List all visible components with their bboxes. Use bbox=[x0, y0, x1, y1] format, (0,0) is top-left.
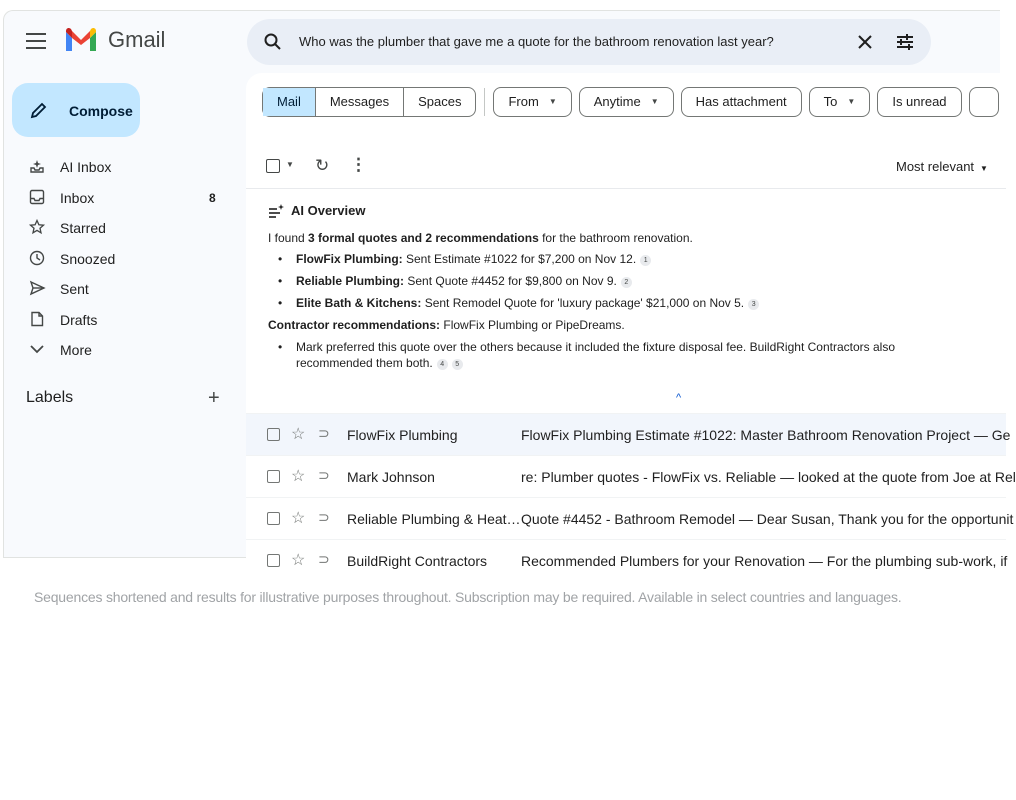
list-item bbox=[278, 339, 918, 371]
sidebar-item-label: Drafts bbox=[60, 311, 98, 328]
recommendation-details bbox=[278, 339, 998, 371]
result-type-toggle bbox=[262, 87, 476, 117]
caret-down-icon: ▼ bbox=[650, 97, 659, 106]
star-icon[interactable]: ☆ bbox=[291, 552, 306, 569]
recommendations-line bbox=[268, 317, 998, 333]
message-list bbox=[246, 413, 1016, 581]
search-icon[interactable] bbox=[263, 32, 283, 52]
sidebar-item-more[interactable] bbox=[4, 334, 229, 365]
gmail-window bbox=[3, 10, 1016, 569]
segment-messages[interactable]: Messages bbox=[316, 88, 404, 116]
ai-overview-title: AI Overview bbox=[291, 203, 366, 218]
subject-snippet: Quote #4452 - Bathroom Remodel — Dear Susan, Thank you for the opportunit bbox=[521, 511, 1014, 527]
star-icon[interactable]: ☆ bbox=[291, 468, 306, 485]
citation-badge[interactable]: 2 bbox=[621, 277, 632, 288]
sidebar-item-label: Starred bbox=[60, 220, 106, 236]
sender-name: BuildRight Contractors bbox=[347, 553, 488, 569]
quote-detail: Sent Estimate #1022 for $7,200 on Nov 12. bbox=[402, 252, 637, 266]
filter-to-chip[interactable] bbox=[809, 87, 871, 117]
send-icon bbox=[29, 280, 45, 296]
list-item bbox=[278, 273, 998, 289]
gmail-logo[interactable] bbox=[64, 27, 165, 53]
chip-label: Anytime bbox=[593, 94, 641, 109]
chip-label: Is unread bbox=[892, 94, 947, 109]
sidebar-item-label: Snoozed bbox=[60, 250, 116, 267]
recommendations-text: FlowFix Plumbing or PipeDreams. bbox=[440, 318, 625, 332]
ai-overview-intro bbox=[268, 230, 998, 246]
segment-spaces[interactable]: Spaces bbox=[418, 94, 462, 109]
search-bar[interactable] bbox=[247, 19, 931, 65]
filter-has-attachment-chip[interactable] bbox=[681, 87, 802, 117]
ai-sparkle-list-icon bbox=[268, 204, 284, 218]
list-item bbox=[278, 251, 998, 267]
quotes-list bbox=[278, 251, 998, 311]
sidebar-item-label: Sent bbox=[60, 281, 89, 297]
sender-name: Mark Johnson bbox=[347, 469, 435, 485]
select-menu-caret-icon[interactable]: ▼ bbox=[286, 160, 294, 169]
quote-vendor: Reliable Plumbing: bbox=[296, 274, 405, 288]
more-vert-icon[interactable]: ⋮ bbox=[350, 155, 367, 174]
filter-more-chip[interactable] bbox=[969, 87, 999, 117]
star-icon[interactable]: ☆ bbox=[291, 510, 306, 527]
recommendation-detail: Mark preferred this quote over the others because it included the fixture disposal fee. BuildRight Contractors also recommended them both. bbox=[296, 340, 895, 370]
sidebar-item-label: More bbox=[60, 342, 92, 358]
search-filter-bar bbox=[262, 87, 1006, 117]
quote-detail: Sent Remodel Quote for 'luxury package' $21,000 on Nov 5. bbox=[421, 296, 745, 310]
star-icon bbox=[29, 219, 45, 235]
intro-text: I found bbox=[268, 231, 309, 245]
clear-search-icon[interactable] bbox=[855, 32, 875, 52]
sidebar-item-label: AI Inbox bbox=[60, 159, 112, 175]
table-row[interactable] bbox=[246, 497, 1014, 539]
search-input[interactable]: Who was the plumber that gave me a quote for the bathroom renovation last year? bbox=[299, 34, 774, 49]
table-row[interactable] bbox=[246, 413, 1011, 455]
intro-text-end: for the bathroom renovation. bbox=[538, 231, 693, 245]
segment-mail[interactable]: Mail bbox=[263, 88, 316, 116]
chevron-down-icon bbox=[29, 341, 45, 357]
citation-badge[interactable]: 3 bbox=[748, 299, 759, 310]
filter-divider bbox=[484, 88, 485, 116]
row-checkbox[interactable] bbox=[267, 470, 280, 483]
sender-name: FlowFix Plumbing bbox=[347, 427, 458, 443]
subject-snippet: re: Plumber quotes - FlowFix vs. Reliable — looked at the quote from Joe at Rel bbox=[521, 469, 1016, 485]
quote-vendor: Elite Bath & Kitchens: bbox=[296, 296, 422, 310]
recommendations-label: Contractor recommendations: bbox=[268, 318, 441, 332]
labels-heading: Labels bbox=[26, 389, 74, 406]
caret-down-icon: ▼ bbox=[847, 97, 856, 106]
importance-marker-icon[interactable]: ⊃ bbox=[318, 467, 330, 483]
list-toolbar bbox=[266, 155, 1006, 179]
subject-snippet: Recommended Plumbers for your Renovation — For the plumbing sub-work, if bbox=[521, 553, 1008, 569]
subject-snippet: FlowFix Plumbing Estimate #1022: Master Bathroom Renovation Project — Ge bbox=[521, 427, 1011, 443]
table-row[interactable] bbox=[246, 455, 1016, 497]
clock-icon bbox=[29, 250, 45, 266]
toolbar-divider bbox=[246, 188, 1006, 189]
inbox-icon bbox=[29, 189, 45, 205]
table-row[interactable] bbox=[246, 539, 1006, 581]
importance-marker-icon[interactable]: ⊃ bbox=[318, 551, 330, 567]
main-menu-icon[interactable] bbox=[26, 33, 46, 49]
refresh-icon[interactable]: ↻ bbox=[315, 156, 330, 175]
row-checkbox[interactable] bbox=[267, 512, 280, 525]
compose-button[interactable] bbox=[12, 83, 140, 137]
row-checkbox[interactable] bbox=[267, 428, 280, 441]
intro-highlight: 3 formal quotes and 2 recommendations bbox=[308, 231, 539, 245]
sort-label: Most relevant bbox=[896, 159, 975, 174]
disclaimer-text: Sequences shortened and results for illustrative purposes throughout. Subscription may be required. Available in select countries and languages. bbox=[34, 589, 902, 605]
ai-overview-header bbox=[268, 203, 998, 219]
importance-marker-icon[interactable]: ⊃ bbox=[318, 509, 330, 525]
filter-is-unread-chip[interactable] bbox=[877, 87, 961, 117]
chip-label: To bbox=[823, 94, 838, 109]
collapse-overview-icon[interactable]: ^ bbox=[676, 392, 682, 404]
inbox-unread-count: 8 bbox=[209, 190, 216, 205]
citation-badge[interactable]: 5 bbox=[452, 359, 463, 370]
citation-badge[interactable]: 1 bbox=[640, 255, 651, 266]
gmail-m-icon bbox=[64, 27, 98, 53]
list-item bbox=[278, 295, 998, 311]
filter-from-chip[interactable] bbox=[493, 87, 571, 117]
sidebar-item-ai-inbox[interactable] bbox=[4, 151, 229, 182]
sort-dropdown[interactable] bbox=[896, 159, 988, 174]
quote-vendor: FlowFix Plumbing: bbox=[296, 252, 403, 266]
row-checkbox[interactable] bbox=[267, 554, 280, 567]
sidebar-item-sent[interactable] bbox=[4, 273, 229, 304]
sidebar-item-starred[interactable] bbox=[4, 212, 229, 243]
sidebar-item-snoozed[interactable] bbox=[4, 243, 229, 274]
search-options-icon[interactable] bbox=[895, 32, 915, 52]
gmail-wordmark: Gmail bbox=[108, 27, 166, 52]
sender-name: Reliable Plumbing & Heat… bbox=[347, 511, 521, 527]
filter-anytime-chip[interactable] bbox=[579, 87, 674, 117]
quote-detail: Sent Quote #4452 for $9,800 on Nov 9. bbox=[404, 274, 617, 288]
ai-overview bbox=[268, 203, 998, 377]
citation-badge[interactable]: 4 bbox=[437, 359, 448, 370]
add-label-button[interactable]: + bbox=[208, 387, 220, 409]
compose-label: Compose bbox=[69, 103, 133, 119]
sidebar-nav bbox=[4, 151, 229, 365]
caret-down-icon: ▼ bbox=[980, 164, 988, 173]
sidebar-item-inbox[interactable] bbox=[4, 182, 229, 213]
draft-file-icon bbox=[29, 311, 45, 327]
star-icon[interactable]: ☆ bbox=[291, 426, 306, 443]
select-all-checkbox[interactable] bbox=[266, 159, 280, 173]
main-panel bbox=[246, 73, 1016, 573]
chip-label: From bbox=[508, 94, 539, 109]
sidebar-item-label: Inbox bbox=[60, 189, 95, 206]
importance-marker-icon[interactable]: ⊃ bbox=[318, 425, 330, 441]
sidebar-item-drafts[interactable] bbox=[4, 304, 229, 335]
ai-inbox-icon bbox=[29, 158, 45, 174]
chip-label: Has attachment bbox=[695, 94, 787, 109]
pencil-icon bbox=[30, 101, 48, 119]
caret-down-icon: ▼ bbox=[548, 97, 557, 106]
